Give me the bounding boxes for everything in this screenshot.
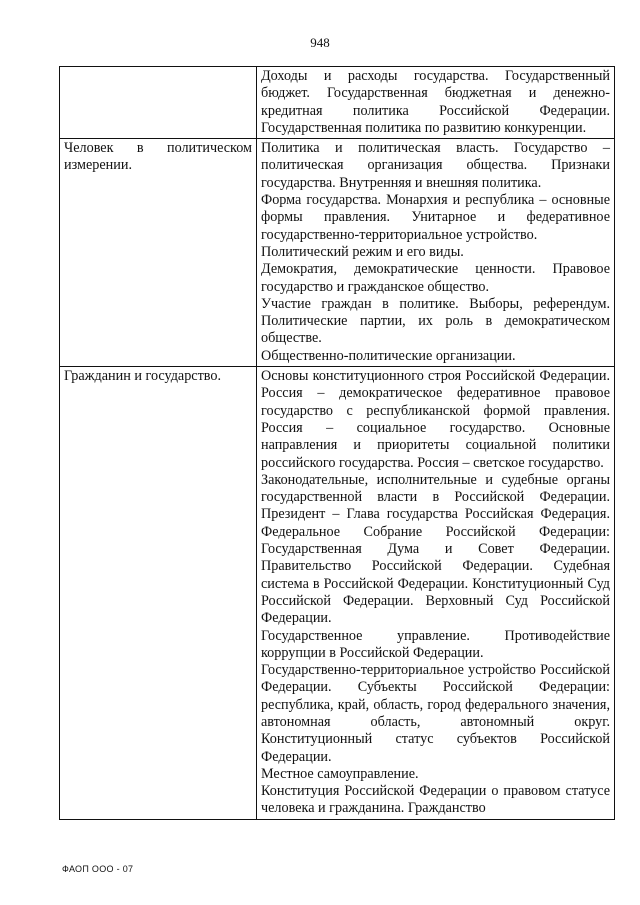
content-paragraph: Общественно-политические организации. [261, 347, 516, 364]
content-paragraph: Доходы и расходы государства. Государственный бюджет. Государственная бюджетная и денежно-кредитная политика Российской Федерации. Государственная политика по развитию конкуренции. [261, 68, 610, 136]
table-row [60, 367, 615, 820]
content-paragraph: Политический режим и его виды. [261, 243, 464, 260]
content-paragraph: Местное самоуправление. [261, 765, 419, 782]
content-paragraph: Основы конституционного строя Российской Федерации. Россия – демократическое федеративное правовое государство с республиканской формой правления. Россия – социальное государство. Основные направления и приоритеты социальной политики российского государства. Россия – светское государство. [261, 368, 610, 471]
content-cell [257, 367, 615, 820]
footer-code: ФАОП ООО - 07 [62, 864, 134, 874]
content-paragraph: Участие граждан в политике. Выборы, референдум. Политические партии, их роль в демократическом обществе. [261, 295, 610, 347]
topic-cell: Человек в политическом измерении. [60, 139, 257, 367]
content-cell [257, 67, 615, 139]
content-paragraph: Демократия, демократические ценности. Правовое государство и гражданское общество. [261, 261, 610, 295]
content-cell [257, 139, 615, 367]
content-paragraph: Конституция Российской Федерации о правовом статусе человека и гражданина. Гражданство [261, 783, 610, 817]
curriculum-table [59, 66, 615, 820]
content-paragraph: Государственно-территориальное устройство Российской Федерации. Субъекты Российской Федерации: республика, край, область, город федерального значения, автономная область, автономный округ. Конституционный статус субъектов Российской Федерации. [261, 662, 610, 765]
topic-cell: Гражданин и государство. [60, 367, 257, 820]
table-row [60, 67, 615, 139]
page-number: 948 [310, 35, 330, 50]
content-paragraph: Государственное управление. Противодействие коррупции в Российской Федерации. [261, 627, 610, 661]
topic-cell [60, 67, 257, 139]
table-row [60, 139, 615, 367]
content-paragraph: Политика и политическая власть. Государство – политическая организация общества. Признаки государства. Внутренняя и внешняя политика. [261, 140, 610, 191]
content-paragraph: Законодательные, исполнительные и судебные органы государственной власти в Российской Федерации. Президент – Глава государства Российская Федерация. Федеральное Собрание Российской Федерации: Государственная Дума и Совет Федерации. Правительство Российской Федерации. Судебная система в Российской Федерации. Конституционный Суд Российской Федерации. Верховный Суд Российской Федерации. [261, 471, 610, 627]
content-paragraph: Форма государства. Монархия и республика – основные формы правления. Унитарное и федеративное государственно-территориальное устройство. [261, 192, 610, 243]
